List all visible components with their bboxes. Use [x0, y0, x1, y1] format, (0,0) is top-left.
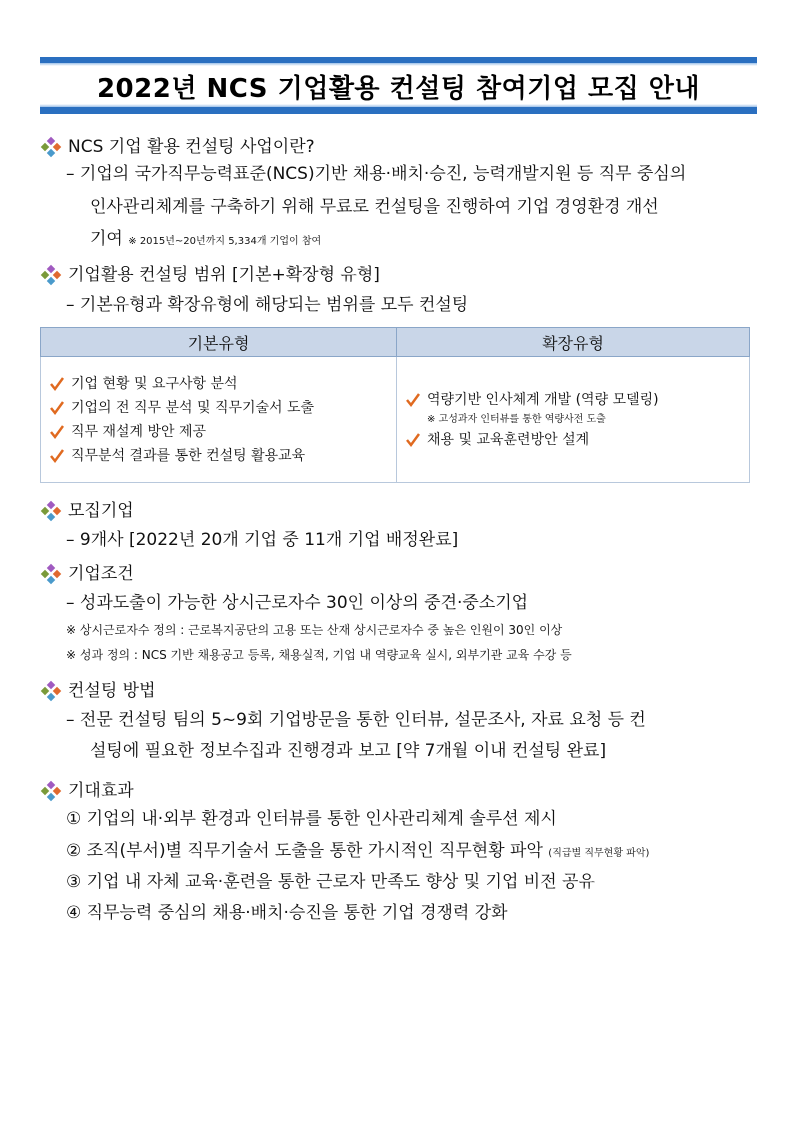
section-heading: NCS 기업 활용 컨설팅 사업이란? — [68, 137, 315, 157]
extended-note: ※ 고성과자 인터뷰를 통한 역량사전 도출 — [427, 413, 606, 425]
list-item — [405, 388, 749, 412]
checkmark-icon — [49, 400, 65, 416]
section-heading: 기업조건 — [68, 564, 134, 584]
conditions-note-2: ※ 성과 정의 : NCS 기반 채용공고 등록, 채용실적, 기업 내 역량교육 실시, 외부기관 교육 수강 등 — [66, 648, 572, 662]
overview-line-1: – 기업의 국가직무능력표준(NCS)기반 채용·배치·승진, 능력개발지원 등 직무 중심의 — [66, 164, 687, 184]
diamond-cluster-icon — [40, 781, 62, 801]
effects-item-1: ① 기업의 내·외부 환경과 인터뷰를 통한 인사관리체계 솔루션 제시 — [66, 809, 557, 829]
conditions-line-1: – 성과도출이 가능한 상시근로자수 30인 이상의 중견·중소기업 — [66, 593, 529, 613]
list-item — [49, 396, 396, 420]
checkmark-icon — [49, 376, 65, 392]
scope-extended-cell — [397, 357, 750, 483]
effects-item-2-text: ② 조직(부서)별 직무기술서 도출을 통한 가시적인 직무현황 파악 — [66, 841, 543, 861]
effects-item-4: ④ 직무능력 중심의 채용·배치·승진을 통한 기업 경쟁력 강화 — [66, 903, 508, 923]
title-band-top-fade — [40, 63, 757, 66]
diamond-cluster-icon — [40, 501, 62, 521]
method-line-1: – 전문 컨설팅 팀의 5~9회 기업방문을 통한 인터뷰, 설문조사, 자료 요청 등 컨 — [66, 710, 646, 730]
list-item-label: 기업 현황 및 요구사항 분석 — [71, 375, 238, 392]
overview-line-3 — [90, 228, 321, 253]
overview-line-3-text: 기여 — [90, 229, 123, 249]
section-heading: 기대효과 — [68, 781, 134, 801]
checkmark-icon — [49, 448, 65, 464]
section-heading: 모집기업 — [68, 501, 134, 521]
method-line-2: 설팅에 필요한 정보수집과 진행경과 보고 [약 7개월 이내 컨설팅 완료] — [90, 741, 607, 761]
list-item-label: 채용 및 교육훈련방안 설계 — [427, 431, 590, 448]
section-effects — [40, 781, 134, 801]
section-method — [40, 681, 156, 701]
section-scope — [40, 265, 380, 285]
scope-basic-cell — [41, 357, 397, 483]
effects-item-2 — [66, 840, 649, 865]
section-overview — [40, 137, 315, 157]
recruitment-line-1: – 9개사 [2022년 20개 기업 중 11개 기업 배정완료] — [66, 530, 459, 550]
scope-line-1: – 기본유형과 확장유형에 해당되는 범위를 모두 컨설팅 — [66, 295, 469, 315]
section-heading: 컨설팅 방법 — [68, 681, 156, 701]
checkmark-icon — [49, 424, 65, 440]
checkmark-icon — [405, 432, 421, 448]
overview-note: ※ 2015년~20년까지 5,334개 기업이 참여 — [128, 236, 322, 247]
list-item — [49, 444, 396, 468]
diamond-cluster-icon — [40, 137, 62, 157]
list-item-label: 직무 재설계 방안 제공 — [71, 423, 207, 440]
effects-item-2-note: (직급별 직무현황 파악) — [548, 848, 650, 859]
title-band-bottom-bar — [40, 107, 757, 114]
scope-header-basic: 기본유형 — [41, 328, 397, 357]
checkmark-icon — [405, 392, 421, 408]
section-heading: 기업활용 컨설팅 범위 [기본+확장형 유형] — [68, 265, 380, 285]
scope-table — [40, 327, 750, 483]
diamond-cluster-icon — [40, 265, 62, 285]
section-recruitment — [40, 501, 134, 521]
list-item-label: 역량기반 인사체계 개발 (역량 모델링) — [427, 391, 659, 408]
scope-header-extended: 확장유형 — [397, 328, 750, 357]
list-item-label: 기업의 전 직무 분석 및 직무기술서 도출 — [71, 399, 315, 416]
conditions-note-1: ※ 상시근로자수 정의 : 근로복지공단의 고용 또는 산재 상시근로자수 중 높은 인원이 30인 이상 — [66, 623, 563, 637]
diamond-cluster-icon — [40, 564, 62, 584]
page-title: 2022년 NCS 기업활용 컨설팅 참여기업 모집 안내 — [96, 74, 701, 104]
list-item — [49, 372, 396, 396]
list-item — [49, 420, 396, 444]
diamond-cluster-icon — [40, 681, 62, 701]
effects-item-3: ③ 기업 내 자체 교육·훈련을 통한 근로자 만족도 향상 및 기업 비전 공유 — [66, 872, 595, 892]
section-conditions — [40, 564, 134, 584]
list-item — [405, 428, 749, 452]
overview-line-2: 인사관리체계를 구축하기 위해 무료로 컨설팅을 진행하여 기업 경영환경 개선 — [90, 197, 659, 217]
list-item-label: 직무분석 결과를 통한 컨설팅 활용교육 — [71, 447, 306, 464]
title-band — [40, 57, 757, 114]
